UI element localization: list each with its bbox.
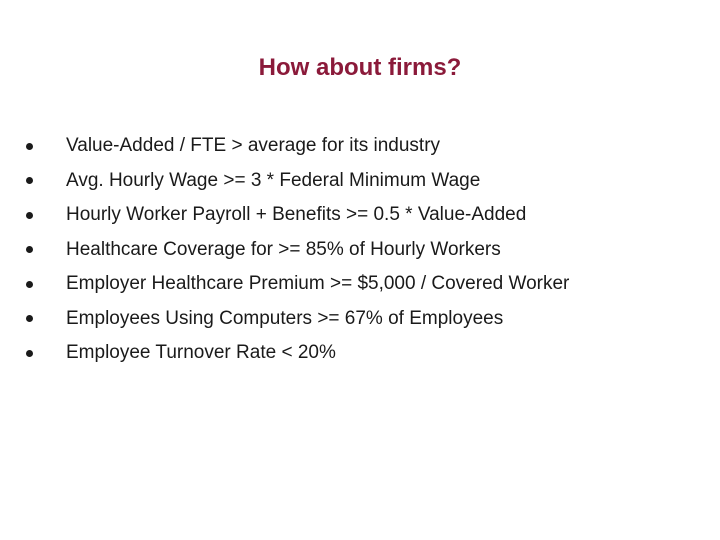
- bullet-icon: [26, 350, 33, 357]
- criteria-list: [26, 129, 569, 371]
- list-item: [26, 267, 569, 302]
- list-item: [26, 336, 569, 371]
- list-item: [26, 302, 569, 337]
- bullet-icon: [26, 246, 33, 253]
- list-item: [26, 198, 569, 233]
- bullet-icon: [26, 177, 33, 184]
- bullet-icon: [26, 281, 33, 288]
- bullet-icon: [26, 212, 33, 219]
- list-item: [26, 233, 569, 268]
- list-item: [26, 164, 569, 199]
- list-item-text: Healthcare Coverage for >= 85% of Hourly Workers: [66, 238, 501, 260]
- list-item-text: Employer Healthcare Premium >= $5,000 / Covered Worker: [66, 273, 570, 295]
- list-item-text: Value-Added / FTE > average for its industry: [66, 135, 441, 157]
- list-item-text: Employee Turnover Rate < 20%: [66, 342, 336, 364]
- list-item: [26, 129, 569, 164]
- bullet-icon: [26, 315, 33, 322]
- list-item-text: Avg. Hourly Wage >= 3 * Federal Minimum Wage: [66, 169, 481, 191]
- list-item-text: Employees Using Computers >= 67% of Employees: [66, 307, 504, 329]
- list-item-text: Hourly Worker Payroll + Benefits >= 0.5 * Value-Added: [66, 204, 527, 226]
- slide-title: How about firms?: [258, 54, 462, 81]
- bullet-icon: [26, 143, 33, 150]
